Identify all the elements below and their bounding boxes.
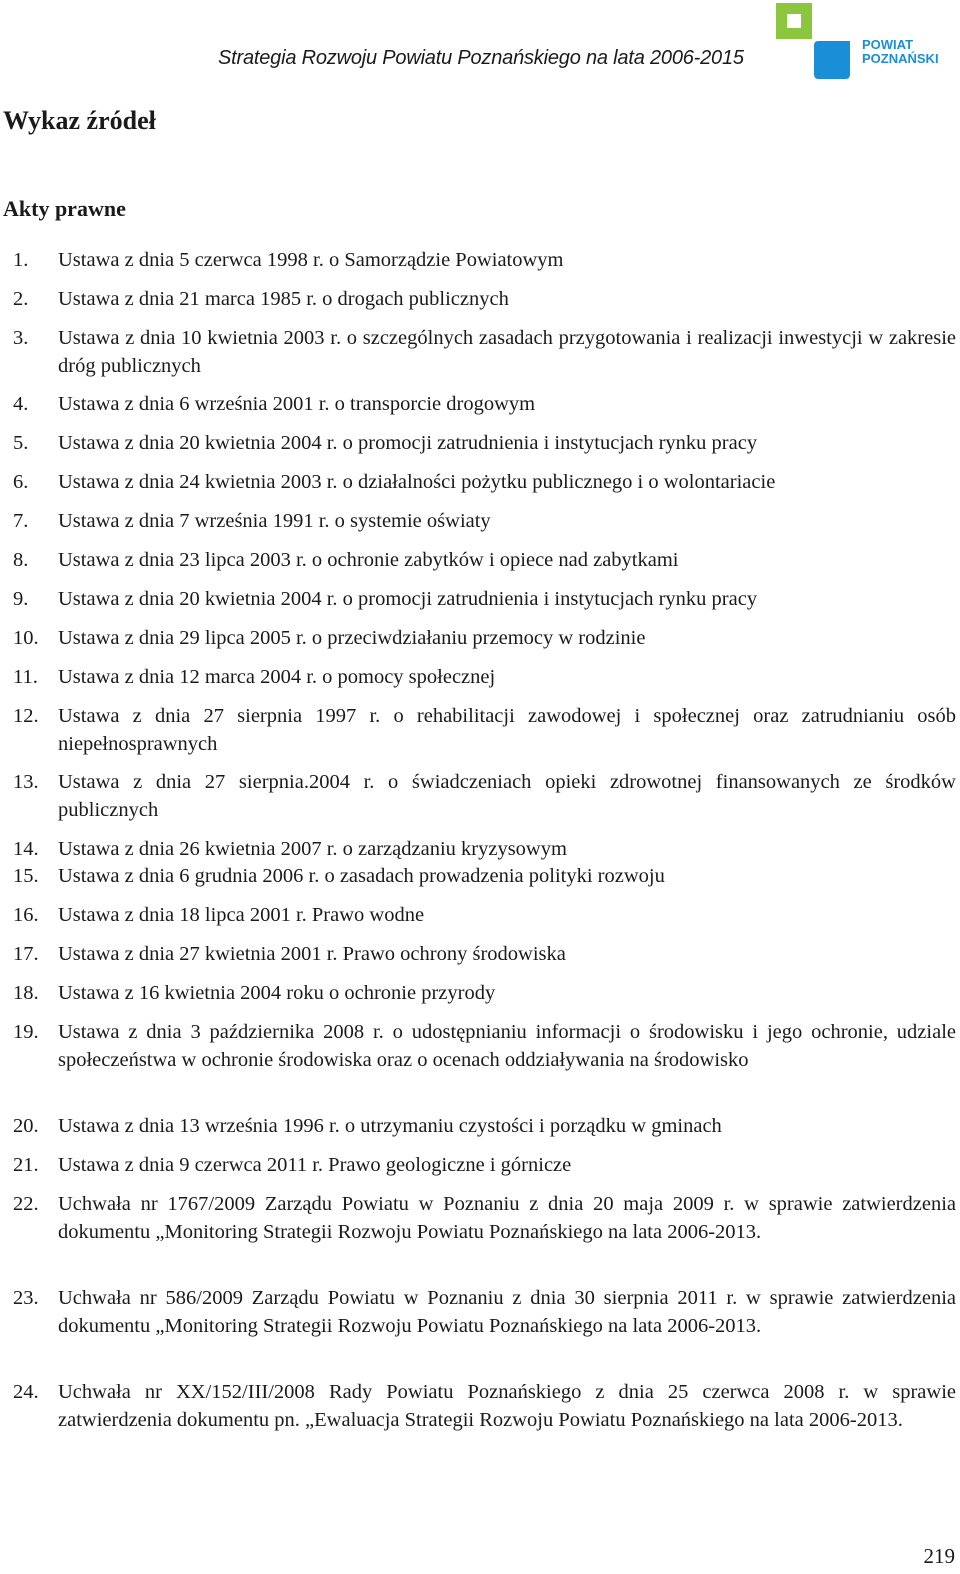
list-item [0,769,956,824]
item-text: Ustawa z dnia 7 września 1991 r. o systemie oświaty [58,510,491,532]
item-text: Ustawa z dnia 27 kwietnia 2001 r. Prawo ochrony środowiska [58,943,566,965]
item-text: Ustawa z dnia 13 września 1996 r. o utrzymaniu czystości i porządku w gminach [58,1115,722,1137]
item-text: Ustawa z dnia 9 czerwca 2011 r. Prawo geologiczne i górnicze [58,1154,572,1176]
list-item [0,980,956,1008]
page-title: Wykaz źródeł [3,106,156,135]
item-text: Uchwała nr XX/152/III/2008 Rady Powiatu Poznańskiego z dnia 25 czerwca 2008 r. w sprawie zatwierdzenia dokumentu pn. „Ewaluacja Strategii Rozwoju Powiatu Poznańskiego na lata 2006-2013. [58,1381,956,1431]
list-item [0,1019,956,1074]
item-text: Ustawa z dnia 6 września 2001 r. o transporcie drogowym [58,393,536,415]
list-item [0,469,956,497]
item-number: 6. [13,471,29,493]
list-item [0,508,956,536]
item-text: Ustawa z dnia 27 sierpnia 1997 r. o rehabilitacji zawodowej i społecznej oraz zatrudnianiu osób niepełnosprawnych [58,705,956,755]
list-item [0,664,956,692]
list-item [0,1285,956,1340]
item-number: 5. [13,432,29,454]
logo-line-1: POWIAT [862,37,914,52]
page-number: 219 [923,1544,955,1568]
item-number: 17. [13,943,39,965]
item-text: Ustawa z dnia 29 lipca 2005 r. o przeciwdziałaniu przemocy w rodzinie [58,627,646,649]
list-item [0,1191,956,1246]
list-item [0,1113,956,1141]
item-number: 13. [13,771,39,793]
item-text: Ustawa z dnia 5 czerwca 1998 r. o Samorządzie Powiatowym [58,249,564,271]
item-number: 19. [13,1021,39,1043]
list-item [0,1379,956,1434]
item-number: 9. [13,588,29,610]
item-number: 1. [13,249,29,271]
item-number: 3. [13,327,29,349]
item-number: 2. [13,288,29,310]
item-number: 23. [13,1287,39,1309]
item-number: 24. [13,1381,39,1403]
logo-wordmark [862,38,939,66]
item-text: Ustawa z dnia 18 lipca 2001 r. Prawo wodne [58,904,425,926]
item-text: Ustawa z dnia 12 marca 2004 r. o pomocy społecznej [58,666,496,688]
item-number: 7. [13,510,29,532]
item-number: 12. [13,705,39,727]
list-item [0,286,956,314]
item-text: Ustawa z dnia 20 kwietnia 2004 r. o promocji zatrudnienia i instytucjach rynku pracy [58,588,758,610]
item-text: Ustawa z dnia 26 kwietnia 2007 r. o zarządzaniu kryzysowym [58,838,567,860]
item-number: 16. [13,904,39,926]
list-item [0,391,956,419]
running-header-title: Strategia Rozwoju Powiatu Poznańskiego na lata 2006-2015 [218,47,744,69]
item-text: Ustawa z dnia 6 grudnia 2006 r. o zasadach prowadzenia polityki rozwoju [58,865,665,887]
item-number: 22. [13,1193,39,1215]
item-number: 14. [13,838,39,860]
list-item [0,547,956,575]
item-text: Ustawa z 16 kwietnia 2004 roku o ochronie przyrody [58,982,496,1004]
list-item [0,247,956,275]
item-text: Uchwała nr 1767/2009 Zarządu Powiatu w Poznaniu z dnia 20 maja 2009 r. w sprawie zatwierdzenia dokumentu „Monitoring Strategii Rozwoju Powiatu Poznańskiego na lata 2006-2013. [58,1193,956,1243]
list-item [0,430,956,458]
item-text: Ustawa z dnia 21 marca 1985 r. o drogach publicznych [58,288,509,310]
list-item [0,836,956,864]
item-text: Ustawa z dnia 20 kwietnia 2004 r. o promocji zatrudnienia i instytucjach rynku pracy [58,432,758,454]
list-item [0,586,956,614]
list-item [0,325,956,380]
item-text: Uchwała nr 586/2009 Zarządu Powiatu w Poznaniu z dnia 30 sierpnia 2011 r. w sprawie zatwierdzenia dokumentu „Monitoring Strategii Rozwoju Powiatu Poznańskiego na lata 2006-2013. [58,1287,956,1337]
item-number: 11. [13,666,38,688]
list-item [0,1152,956,1180]
list-item [0,703,956,758]
item-text: Ustawa z dnia 10 kwietnia 2003 r. o szczególnych zasadach przygotowania i realizacji inwestycji w zakresie dróg publicznych [58,327,956,377]
item-text: Ustawa z dnia 3 października 2008 r. o udostępnianiu informacji o środowisku i jego ochronie, udziale społeczeństwa w ochronie środowiska oraz o ocenach oddziaływania na środowisko [58,1021,956,1071]
item-text: Ustawa z dnia 27 sierpnia.2004 r. o świadczeniach opieki zdrowotnej finansowanych ze środków publicznych [58,771,956,821]
item-number: 15. [13,865,39,887]
list-item [0,625,956,653]
item-number: 21. [13,1154,39,1176]
item-number: 8. [13,549,29,571]
list-item [0,902,956,930]
item-text: Ustawa z dnia 23 lipca 2003 r. o ochronie zabytków i opiece nad zabytkami [58,549,679,571]
logo-line-2: POZNAŃSKI [862,51,939,66]
item-number: 10. [13,627,39,649]
item-number: 4. [13,393,29,415]
item-number: 20. [13,1115,39,1137]
section-heading: Akty prawne [3,196,126,221]
list-item [0,863,956,891]
item-number: 18. [13,982,39,1004]
list-item [0,941,956,969]
item-text: Ustawa z dnia 24 kwietnia 2003 r. o działalności pożytku publicznego i o wolontariacie [58,471,776,493]
